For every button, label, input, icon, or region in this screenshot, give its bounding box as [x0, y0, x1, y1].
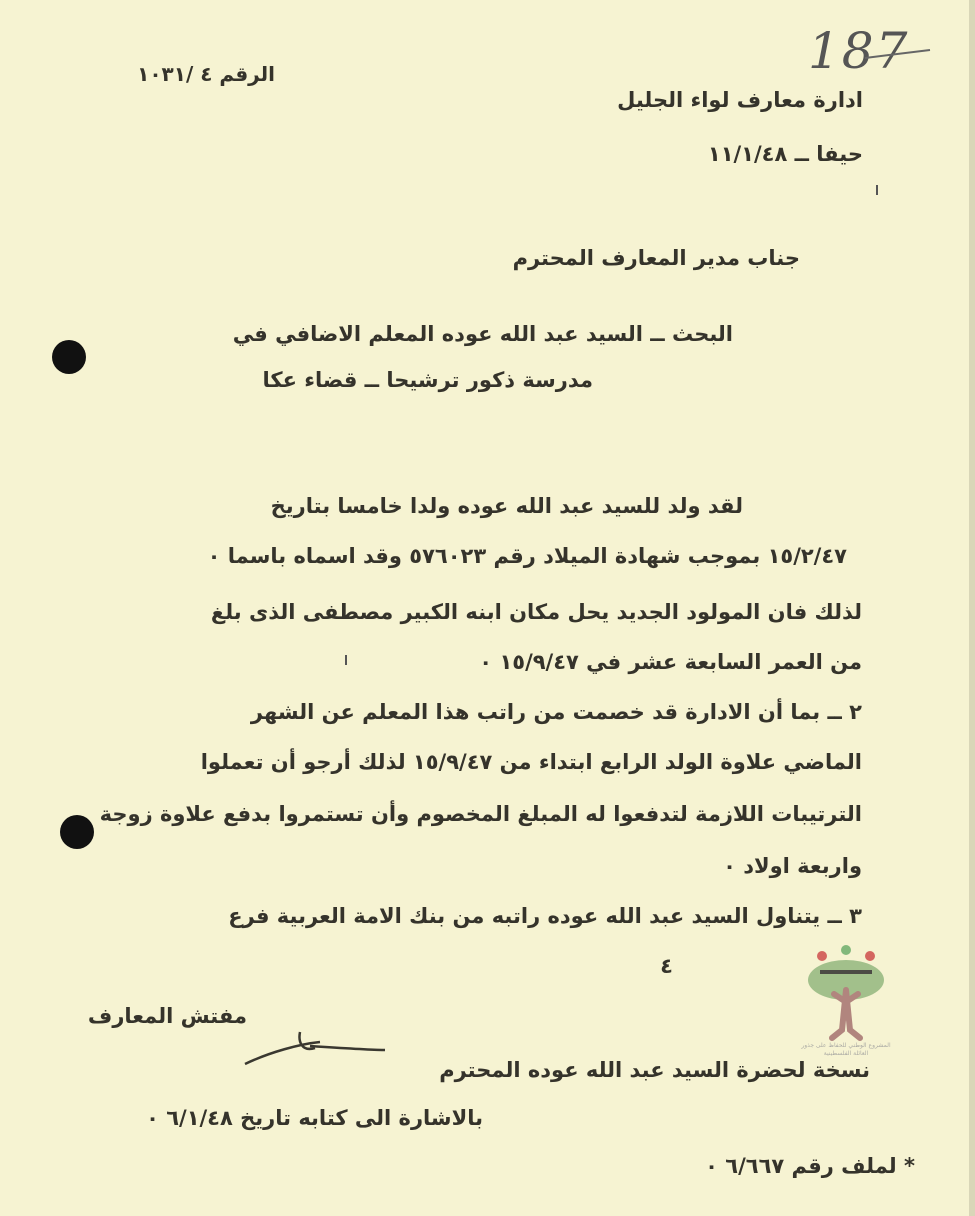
- body-line-8: واربعة اولاد ٠: [723, 854, 862, 878]
- body-line-2: ١٥/٢/٤٧ بموجب شهادة الميلاد رقم ٥٧٦٠٢٣ وقد اسماه باسما ٠: [207, 544, 847, 568]
- body-line-9: ٣ ــ يتناول السيد عبد الله عوده راتبه من بنك الامة العربية فرع: [228, 904, 862, 928]
- body-line-1: لقد ولد للسيد عبد الله عوده ولدا خامسا بتاريخ: [270, 494, 743, 518]
- copy-to-line: نسخة لحضرة السيد عبد الله عوده المحترم: [439, 1058, 870, 1082]
- addressee: جناب مدير المعارف المحترم: [512, 246, 800, 270]
- watermark-caption: المشروع الوطني للحفاظ على جذور العائلة الفلسطينية: [801, 1042, 891, 1057]
- page-edge: [969, 0, 975, 1216]
- body-line-10: ٤: [660, 954, 673, 978]
- body-line-3: لذلك فان المولود الجديد يحل مكان ابنه الكبير مصطفى الذى بلغ: [210, 600, 862, 624]
- copy-reference-line: بالاشارة الى كتابه تاريخ ٦/١/٤٨ ٠: [146, 1106, 483, 1130]
- punch-hole-bottom: [60, 815, 94, 849]
- body-line-6: الماضي علاوة الولد الرابع ابتداء من ١٥/٩/٤٧ لذلك أرجو أن تعملوا: [200, 750, 862, 774]
- stray-mark: [345, 655, 347, 665]
- signatory-title: مفتش المعارف: [87, 1004, 247, 1028]
- body-line-4: من العمر السابعة عشر في ١٥/٩/٤٧ ٠: [479, 650, 862, 674]
- handwritten-signature: [240, 1022, 390, 1072]
- file-number-line: * لملف رقم ٦/٦٦٧ ٠: [705, 1154, 915, 1178]
- subject-line-2: مدرسة ذكور ترشيحا ــ قضاء عكا: [262, 368, 593, 392]
- archive-watermark-logo: [800, 942, 892, 1082]
- folio-number: 187: [808, 22, 910, 80]
- body-line-7: الترتيبات اللازمة لتدفعوا له المبلغ المخصوم وأن تستمروا بدفع علاوة زوجة: [99, 802, 862, 826]
- body-line-5: ٢ ــ بما أن الادارة قد خصمت من راتب هذا المعلم عن الشهر: [250, 700, 862, 724]
- folio-underline-stroke: [860, 40, 940, 100]
- reference-number: الرقم ٤ /١٠٣١: [137, 62, 275, 86]
- stray-mark: [876, 185, 878, 195]
- issuing-office: ادارة معارف لواء الجليل: [617, 88, 863, 112]
- subject-line-1: البحث ــ السيد عبد الله عوده المعلم الاضافي في: [232, 322, 733, 346]
- tree-icon: [800, 942, 892, 1042]
- letter-date: حيفا ــ ١١/١/٤٨: [707, 142, 863, 166]
- punch-hole-top: [52, 340, 86, 374]
